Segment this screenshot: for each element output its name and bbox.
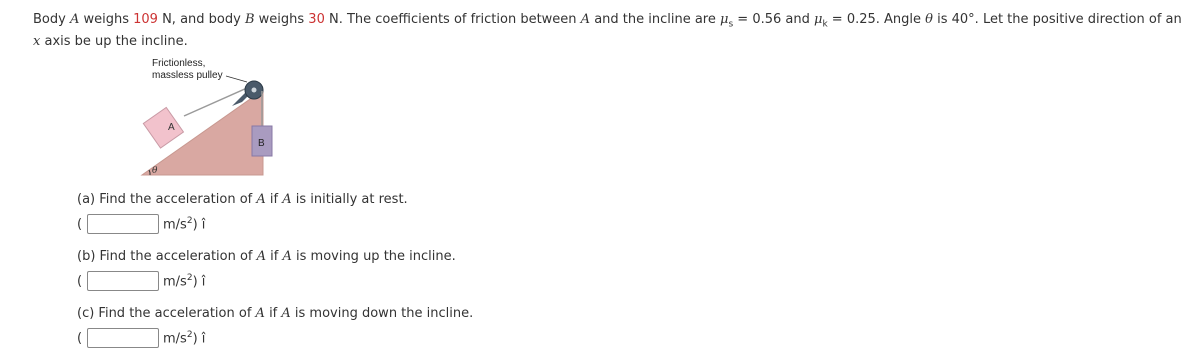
problem-text: is 40°. Let the positive direction of an <box>932 12 1182 27</box>
problem-text: N, and body <box>157 12 245 27</box>
unit-vector: ) î <box>192 274 206 290</box>
var-a: A <box>282 249 292 264</box>
open-paren: ( <box>77 273 83 289</box>
open-paren: ( <box>77 330 83 346</box>
problem-text: = 0.56 and <box>733 12 814 27</box>
unit-text: m/s <box>163 217 187 233</box>
var-a: A <box>69 12 80 27</box>
unit-text: m/s <box>163 274 187 290</box>
mu-symbol: μ <box>720 12 729 27</box>
block-a <box>143 107 183 148</box>
problem-text: weighs <box>79 12 134 27</box>
part-c-answer-row <box>77 326 473 350</box>
question-text: is moving up the incline. <box>291 249 456 264</box>
var-x: x <box>33 34 41 49</box>
block-b-label: B <box>258 138 265 149</box>
problem-statement <box>33 9 1183 53</box>
var-a: A <box>281 306 291 321</box>
question-text: (c) Find the acceleration of <box>77 306 256 321</box>
part-b-answer-input[interactable] <box>87 271 159 291</box>
var-a: A <box>255 306 265 321</box>
pulley-label-leader <box>226 76 247 82</box>
var-a: A <box>282 192 292 207</box>
question-text: if <box>265 192 283 207</box>
pulley-axle <box>252 88 257 93</box>
part-b-answer-row <box>77 269 456 293</box>
unit-text: m/s <box>163 331 187 347</box>
question-text: is moving down the incline. <box>290 306 474 321</box>
unit-exponent: 2 <box>186 329 193 340</box>
angle-label: θ <box>152 166 158 176</box>
part-c-question <box>77 305 473 323</box>
part-c-answer-input[interactable] <box>87 328 159 348</box>
weight-b-value: 30 <box>308 12 325 27</box>
unit-vector: ) î <box>192 331 206 347</box>
part-c <box>77 305 473 350</box>
question-text: if <box>264 306 282 321</box>
unit-exponent: 2 <box>186 272 193 283</box>
part-a-unit <box>163 216 205 232</box>
question-text: if <box>266 249 283 264</box>
problem-text: Body <box>33 12 70 27</box>
part-b-unit <box>163 273 205 289</box>
unit-exponent: 2 <box>186 215 193 226</box>
problem-text: and the incline are <box>590 12 720 27</box>
problem-text: axis be up the incline. <box>40 34 188 49</box>
open-paren: ( <box>77 216 83 232</box>
part-a <box>77 191 408 236</box>
pulley-label-line2: massless pulley <box>152 70 223 81</box>
var-a: A <box>256 192 266 207</box>
part-b-question <box>77 248 456 266</box>
part-c-unit <box>163 330 205 346</box>
pulley-label-line1: Frictionless, <box>152 58 206 69</box>
question-text: is initially at rest. <box>291 192 408 207</box>
subscript-s: s <box>728 19 734 30</box>
weight-a-value: 109 <box>133 12 158 27</box>
block-a-label: A <box>168 122 175 133</box>
var-b: B <box>244 12 255 27</box>
subscript-k: k <box>822 19 828 30</box>
question-text: (a) Find the acceleration of <box>77 192 257 207</box>
question-text: (b) Find the acceleration of <box>77 249 257 264</box>
var-a: A <box>580 12 591 27</box>
part-a-answer-row <box>77 212 408 236</box>
problem-text: = 0.25. Angle <box>827 12 926 27</box>
mu-symbol: μ <box>813 12 823 27</box>
part-a-question <box>77 191 408 209</box>
incline-figure <box>120 58 280 178</box>
part-a-answer-input[interactable] <box>87 214 159 234</box>
incline-diagram <box>120 58 280 178</box>
theta-symbol: θ <box>925 12 933 27</box>
part-b <box>77 248 456 293</box>
problem-text: weighs <box>254 12 309 27</box>
unit-vector: ) î <box>192 217 206 233</box>
var-a: A <box>256 249 267 264</box>
problem-text: N. The coefficients of friction between <box>324 12 581 27</box>
